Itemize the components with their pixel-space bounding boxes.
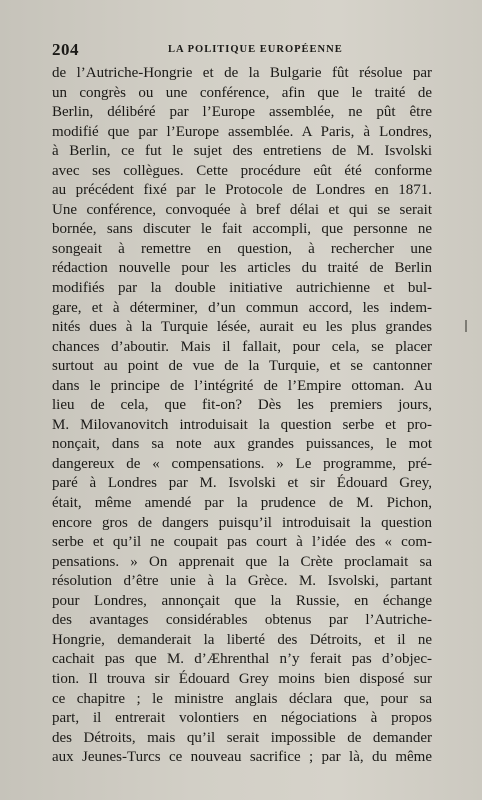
text-line: avec ses collègues. Cette procédure eût été conforme	[52, 162, 432, 179]
text-line: modifiés par la double initiative autrichienne et bul-	[52, 280, 432, 297]
text-line: gare, et à déterminer, d’un commun accord, les indem-	[52, 299, 432, 316]
text-line: rédaction nouvelle pour les articles du traité de Berlin	[52, 260, 432, 277]
text-line: à Berlin, ce fut le sujet des entretiens de M. Isvolski	[52, 143, 432, 160]
text-line: dangereux de « compensations. » Le programme, pré-	[52, 455, 432, 472]
page-header	[52, 40, 428, 60]
body-text	[52, 64, 432, 768]
text-line: était, même amendé par la prudence de M. Pichon,	[52, 495, 432, 512]
margin-mark	[465, 320, 467, 332]
text-line: Berlin, délibéré par l’Europe assemblée, ne pût être	[52, 104, 432, 121]
text-line: modifié que par l’Europe assemblée. A Paris, à Londres,	[52, 123, 432, 140]
text-line: part, il entrerait volontiers en négociations à propos	[52, 710, 432, 727]
text-line: nonçait, dans sa note aux grandes puissances, le mot	[52, 436, 432, 453]
text-line: paré à Londres par M. Isvolski et sir Édouard Grey,	[52, 475, 432, 492]
text-line: pour Londres, annonçait que la Russie, en échange	[52, 592, 432, 609]
text-line: des Détroits, mais qu’il serait impossible de demander	[52, 729, 432, 746]
text-line: résolution d’être unie à la Grèce. M. Isvolski, partant	[52, 573, 432, 590]
text-line: dans le principe de l’intégrité de l’Empire ottoman. Au	[52, 377, 432, 394]
text-line: pensations. » On apprenait que la Crète proclamait sa	[52, 553, 432, 570]
text-line: ce chapitre ; le ministre anglais déclara que, pour sa	[52, 690, 432, 707]
text-line: chances d’aboutir. Mais il fallait, pour cela, se placer	[52, 338, 432, 355]
running-head: LA POLITIQUE EUROPÉENNE	[168, 44, 343, 55]
text-line: serbe et qu’il ne coupait pas court à l’idée des « com-	[52, 534, 432, 551]
text-line: des avantages considérables obtenus par l’Autriche-	[52, 612, 432, 629]
text-line: M. Milovanovitch introduisait la question serbe et pro-	[52, 416, 432, 433]
text-line: au précédent fixé par le Protocole de Londres en 1871.	[52, 182, 432, 199]
text-line: aux Jeunes-Turcs ce nouveau sacrifice ; par là, du même	[52, 749, 432, 766]
text-line: Hongrie, demanderait la liberté des Détroits, et il ne	[52, 631, 432, 648]
text-line: songeait à remettre en question, à rechercher une	[52, 240, 432, 257]
text-line: nités dues à la Turquie lésée, aurait eu les plus grandes	[52, 319, 432, 336]
text-line: Une conférence, convoquée à bref délai et qui se serait	[52, 201, 432, 218]
text-line: surtout au point de vue de la Turquie, et se cantonner	[52, 358, 432, 375]
text-line: encore gros de dangers puisqu’il introduisait la question	[52, 514, 432, 531]
text-line: lieu de cela, que fit-on? Dès les premiers jours,	[52, 397, 432, 414]
text-line: tion. Il trouva sir Édouard Grey moins bien disposé sur	[52, 670, 432, 687]
text-line: cachait pas que M. d’Æhrenthal n’y ferait pas d’objec-	[52, 651, 432, 668]
text-line: de l’Autriche-Hongrie et de la Bulgarie fût résolue par	[52, 65, 432, 81]
page-number: 204	[52, 40, 79, 59]
text-line: bornée, sans discuter le fait accompli, que personne ne	[52, 221, 432, 238]
text-line: un congrès ou une conférence, afin que le traité de	[52, 84, 432, 101]
